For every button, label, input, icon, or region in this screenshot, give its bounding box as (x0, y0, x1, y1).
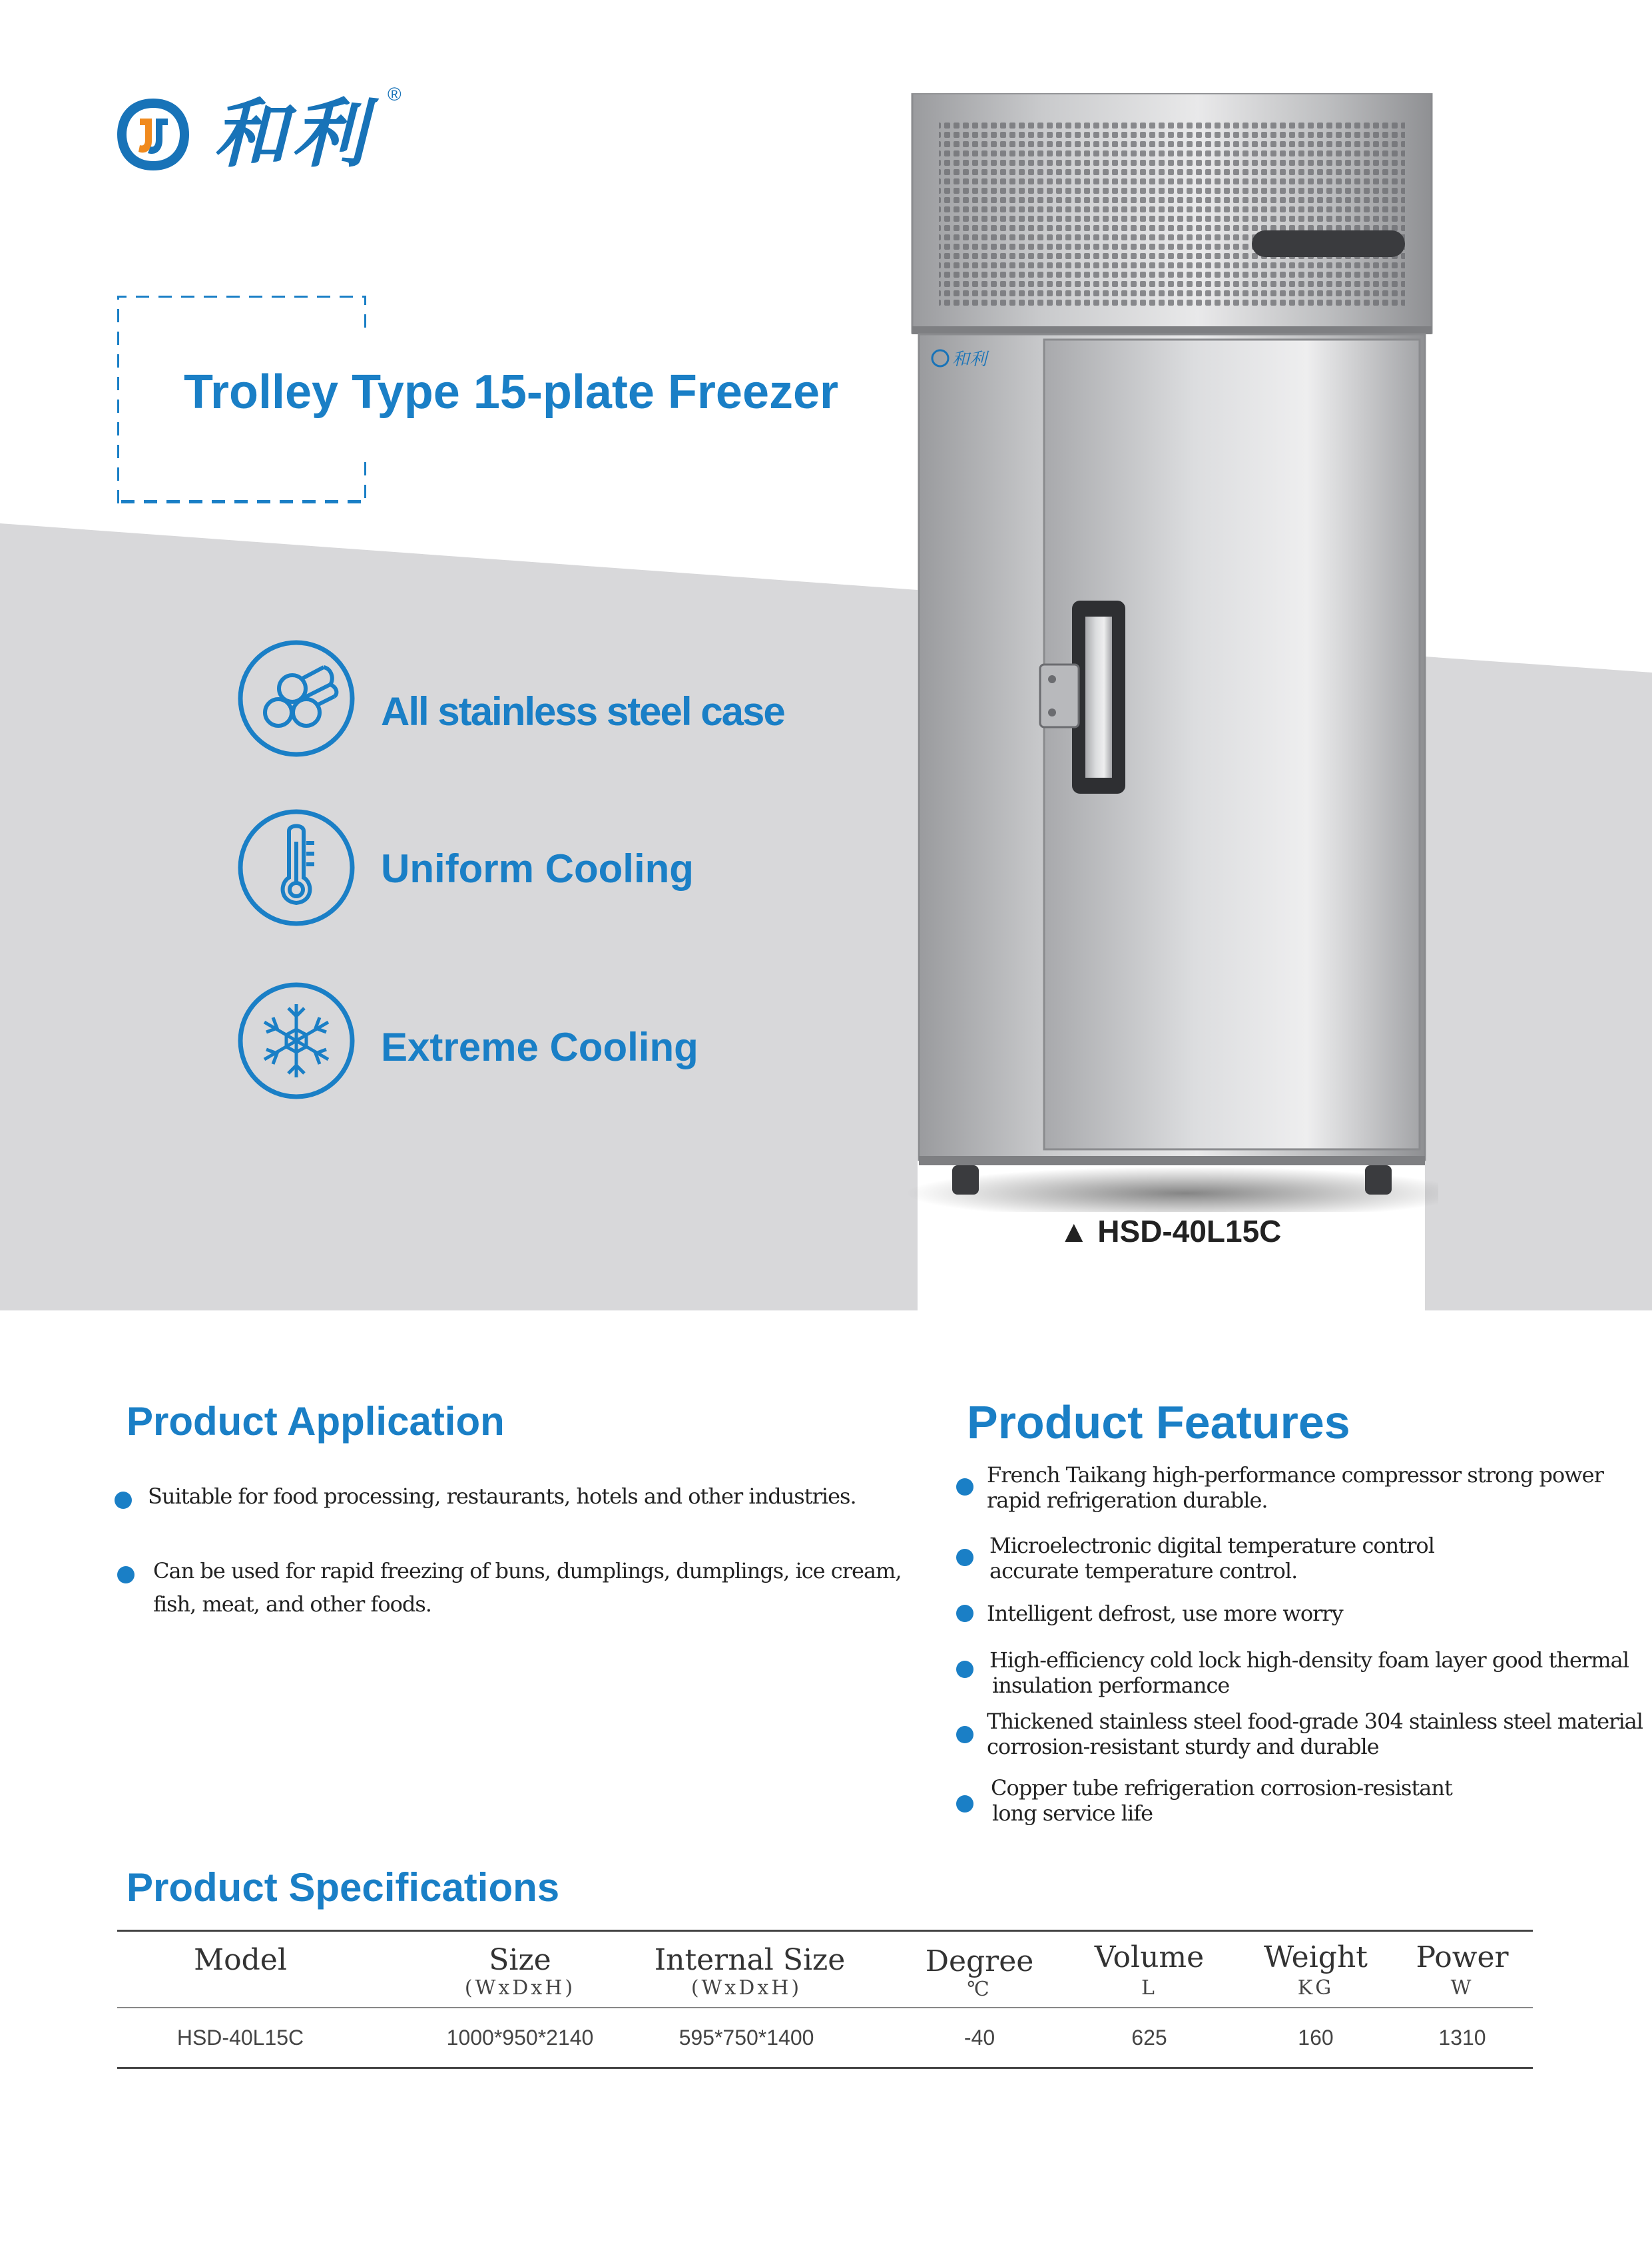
features-item-2-line-2: accurate temperature control. (989, 1558, 1298, 1583)
features-item-4-line-1: High-efficiency cold lock high-density foam layer good thermal (989, 1647, 1629, 1673)
steel-pipes-icon (237, 639, 356, 758)
cell-size: 1000*950*2140 (446, 2026, 594, 2050)
features-item-1-line-1: French Taikang high-performance compressor strong power (987, 1462, 1603, 1488)
model-caption: ▲ HSD-40L15C (1059, 1214, 1282, 1249)
cell-model: HSD-40L15C (176, 2026, 304, 2050)
column-subheader-size: (WxDxH) (464, 1976, 576, 2000)
features-section-title: Product Features (967, 1396, 1350, 1448)
features-item-5-line-2: corrosion-resistant sturdy and durable (987, 1734, 1379, 1759)
freezer-product-image (906, 93, 1438, 1212)
brand-logo (113, 80, 419, 186)
column-header-weight: Weight (1264, 1940, 1368, 1974)
column-subheader-power: W (1450, 1976, 1474, 2000)
cell-degree: -40 (964, 2026, 995, 2050)
features-item-2-line-1: Microelectronic digital temperature control (989, 1533, 1434, 1558)
application-item-2-line-1: Can be used for rapid freezing of buns, dumplings, dumplings, ice cream, (153, 1558, 902, 1583)
application-bullet (115, 1492, 132, 1509)
thermometer-icon (237, 808, 356, 927)
application-section-title: Product Application (127, 1399, 505, 1444)
features-bullet (956, 1605, 973, 1622)
features-item-5-line-1: Thickened stainless steel food-grade 304 stainless steel material (987, 1709, 1643, 1734)
cell-volume: 625 (1131, 2026, 1167, 2050)
specifications-section-title: Product Specifications (127, 1865, 560, 1910)
feature-label-extreme: Extreme Cooling (381, 1025, 698, 1069)
column-header-size: Size (489, 1943, 551, 1977)
table-header-rule (117, 2007, 1533, 2008)
features-item-4-line-2: insulation performance (992, 1673, 1230, 1698)
cell-internal-size: 595*750*1400 (679, 2026, 814, 2050)
features-item-3: Intelligent defrost, use more worry (987, 1601, 1343, 1626)
column-subheader-degree: ℃ (967, 1978, 992, 2001)
features-bullet (956, 1795, 973, 1813)
brand-mark-icon (113, 95, 193, 174)
table-bottom-rule (117, 2067, 1533, 2069)
column-header-internal-size: Internal Size (654, 1943, 846, 1977)
features-item-6-line-1: Copper tube refrigeration corrosion-resistant (991, 1775, 1452, 1801)
registered-mark: ® (388, 84, 402, 105)
features-item-6-line-2: long service life (992, 1801, 1153, 1826)
column-header-volume: Volume (1094, 1940, 1205, 1974)
specifications-table (117, 1930, 1533, 2070)
column-subheader-volume: L (1141, 1976, 1157, 2000)
column-header-degree: Degree (925, 1944, 1034, 1978)
cell-power: 1310 (1438, 2026, 1486, 2050)
features-bullet (956, 1726, 973, 1743)
features-item-1-line-2: rapid refrigeration durable. (987, 1488, 1268, 1513)
features-bullet (956, 1549, 973, 1566)
page-title: Trolley Type 15-plate Freezer (184, 366, 839, 419)
column-subheader-weight: KG (1297, 1976, 1334, 2000)
table-top-rule (117, 1930, 1533, 1932)
column-subheader-internal-size: (WxDxH) (690, 1976, 802, 2000)
column-header-model: Model (194, 1943, 287, 1977)
cabinet-brand-label: 和利 (952, 350, 987, 370)
feature-label-stainless: All stainless steel case (381, 689, 784, 734)
cell-weight: 160 (1298, 2026, 1334, 2050)
application-item-2-line-2: fish, meat, and other foods. (153, 1591, 431, 1617)
brand-name: 和利 (213, 91, 370, 178)
application-item-1: Suitable for food processing, restaurants, hotels and other industries. (148, 1484, 856, 1509)
snowflake-icon (237, 981, 356, 1100)
features-bullet (956, 1478, 973, 1496)
features-bullet (956, 1661, 973, 1678)
column-header-power: Power (1416, 1940, 1509, 1974)
application-bullet (117, 1566, 135, 1583)
feature-label-uniform: Uniform Cooling (381, 846, 694, 891)
